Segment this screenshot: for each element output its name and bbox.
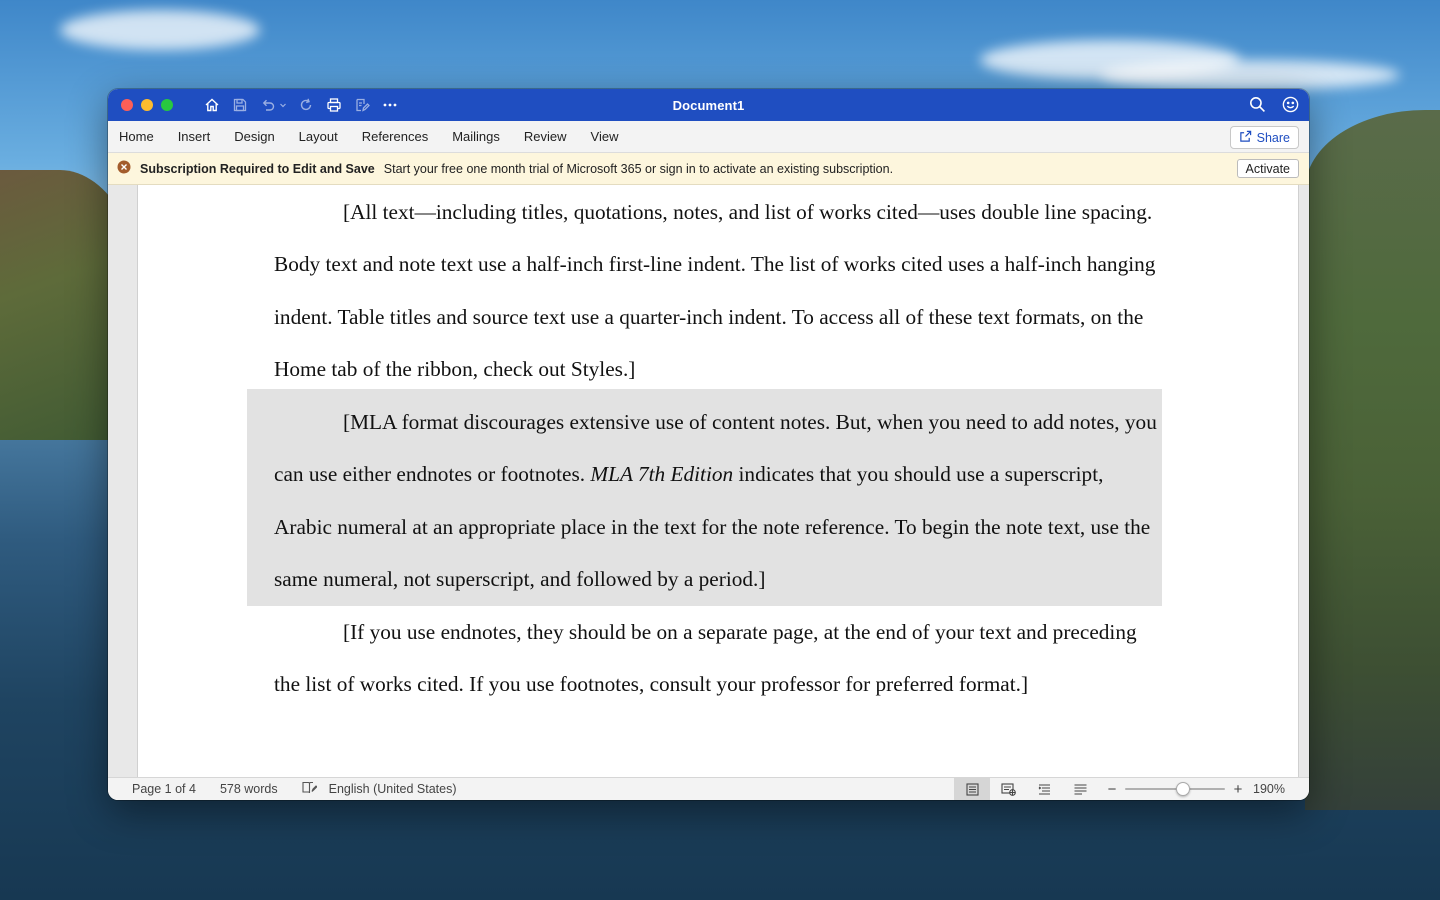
more-icon[interactable] [381, 96, 399, 114]
zoom-slider-thumb[interactable] [1176, 782, 1190, 796]
tab-references[interactable]: References [361, 129, 429, 144]
undo-icon[interactable] [259, 96, 277, 114]
zoom-out-button[interactable]: − [1107, 780, 1117, 798]
redo-icon[interactable] [297, 96, 315, 114]
save-icon[interactable] [231, 96, 249, 114]
title-bar [108, 89, 1309, 121]
paragraph-2[interactable] [274, 396, 1164, 606]
subscription-message-bar [108, 153, 1309, 185]
share-label: Share [1256, 130, 1290, 145]
language-indicator[interactable]: English (United States) [328, 782, 457, 796]
background-cloud [60, 10, 260, 50]
draft-view-button[interactable] [1062, 778, 1098, 800]
window-controls [121, 99, 173, 111]
background-cloud [1100, 60, 1400, 90]
feedback-smiley-icon[interactable] [1282, 96, 1299, 118]
quick-access-toolbar [195, 96, 399, 114]
word-window [108, 89, 1309, 800]
message-title: Subscription Required to Edit and Save [140, 161, 375, 176]
ribbon-tabs [108, 121, 1309, 153]
paragraph-2-text-end: indicates that you should use a superscript, Arabic numeral at an appropriate place in the text for the note reference. To begin the note text, use the same numeral, not superscript, and followed by a period.] [274, 462, 1151, 592]
zoom-in-button[interactable]: + [1233, 780, 1243, 798]
document-canvas[interactable] [108, 185, 1309, 777]
view-switcher [954, 778, 1098, 800]
web-layout-view-button[interactable] [990, 778, 1026, 800]
page-count[interactable]: Page 1 of 4 [132, 782, 196, 796]
zoom-window-button[interactable] [161, 99, 173, 111]
paragraph-1[interactable]: [All text—including titles, quotations, notes, and list of works cited—uses double line spacing. Body text and note text use a half-inch first-line indent. The list of works cited uses a half-inch hanging indent. Table titles and source text use a quarter-inch indent. To access all of these text formats, on the Home tab of the ribbon, check out Styles.] [274, 200, 1156, 382]
tab-review[interactable]: Review [523, 129, 567, 144]
word-count[interactable]: 578 words [219, 782, 278, 796]
tab-design[interactable]: Design [234, 129, 275, 144]
activate-button[interactable]: Activate [1237, 159, 1299, 178]
document-page[interactable] [137, 185, 1299, 777]
status-bar [108, 777, 1309, 800]
error-icon [108, 160, 131, 177]
message-text: Start your free one month trial of Microsoft 365 or sign in to activate an existing subscription. [383, 161, 894, 176]
search-icon[interactable] [1249, 96, 1266, 118]
edit-document-icon[interactable] [353, 96, 371, 114]
zoom-slider[interactable] [1125, 778, 1225, 800]
paragraph-2-italic: MLA 7th Edition [590, 462, 734, 487]
proofing-icon[interactable] [302, 781, 317, 797]
home-icon[interactable] [203, 96, 221, 114]
tab-view[interactable]: View [590, 129, 619, 144]
tab-home[interactable]: Home [119, 129, 154, 144]
print-layout-view-button[interactable] [954, 778, 990, 800]
document-title: Document1 [672, 97, 745, 113]
zoom-control [1105, 778, 1245, 800]
title-right-tools [1249, 96, 1299, 118]
outline-view-button[interactable] [1026, 778, 1062, 800]
paragraph-3[interactable]: [If you use endnotes, they should be on a separate page, at the end of your text and preceding the list of works cited. If you use footnotes, consult your professor for preferred format.] [274, 620, 1137, 697]
print-icon[interactable] [325, 96, 343, 114]
share-icon [1239, 130, 1252, 146]
share-button[interactable] [1230, 126, 1299, 149]
tab-layout[interactable]: Layout [298, 129, 338, 144]
close-window-button[interactable] [121, 99, 133, 111]
zoom-slider-track [1125, 788, 1225, 790]
background-hill [1305, 110, 1440, 810]
paragraph-2-text: [MLA format discourages extensive use of content notes. But, when you need to add notes, you can use either endnotes or footnotes. [274, 410, 1157, 487]
tab-insert[interactable]: Insert [177, 129, 211, 144]
zoom-percentage[interactable]: 190% [1253, 782, 1285, 796]
undo-dropdown-icon[interactable] [279, 96, 287, 114]
tab-mailings[interactable]: Mailings [452, 129, 500, 144]
minimize-window-button[interactable] [141, 99, 153, 111]
